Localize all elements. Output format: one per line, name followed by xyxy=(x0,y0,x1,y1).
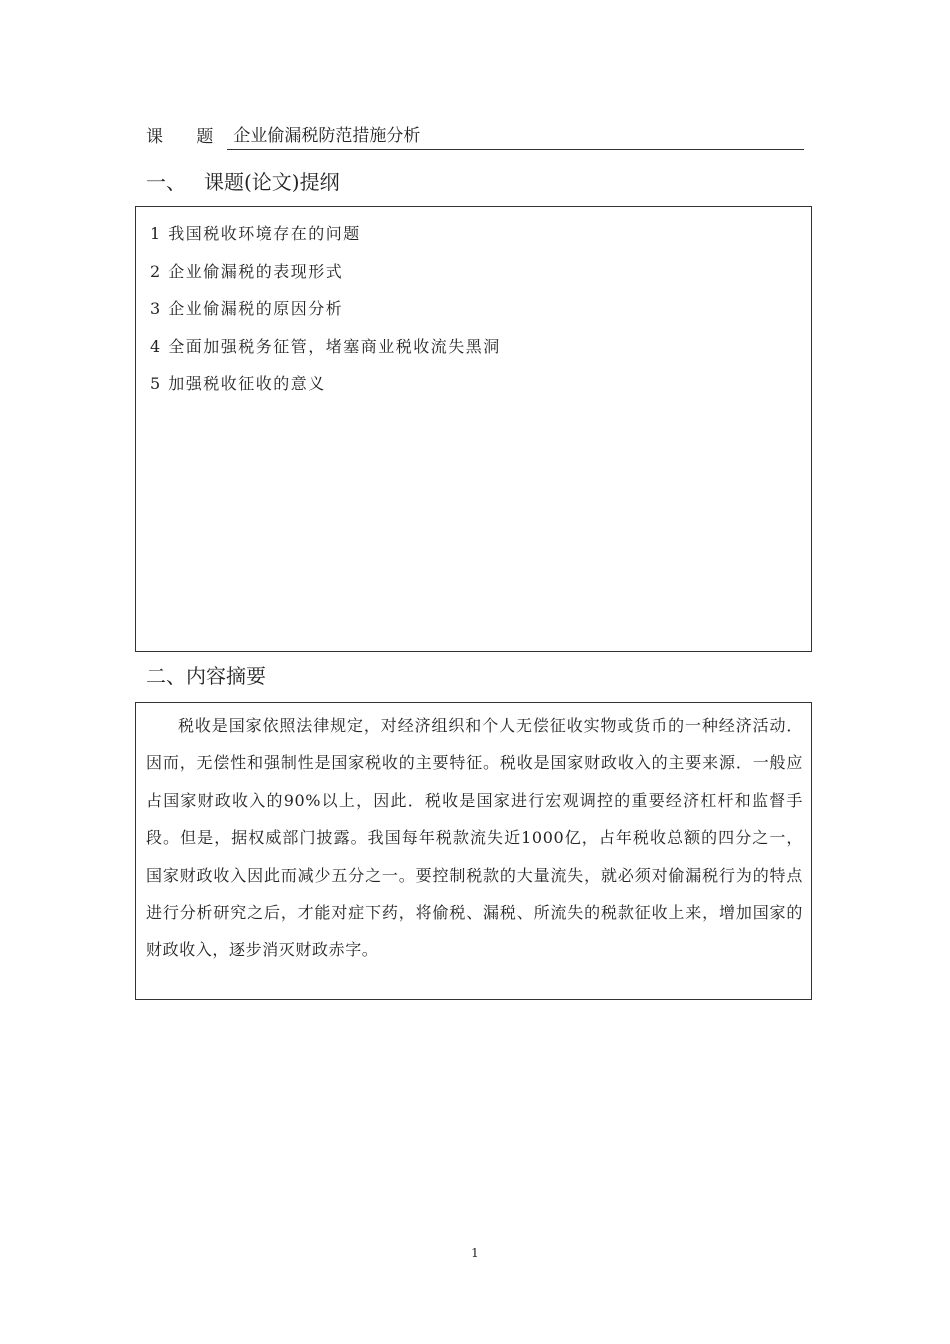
outline-item: 5 加强税收征收的意义 xyxy=(150,374,326,393)
outline-item: 1 我国税收环境存在的问题 xyxy=(150,224,361,243)
page-number: 1 xyxy=(471,1246,479,1260)
outline-item: 4 全面加强税务征管，堵塞商业税收流失黑洞 xyxy=(150,336,501,356)
summary-heading: 二、内容摘要 xyxy=(146,664,266,688)
topic-value: 企业偷漏税防范措施分析 xyxy=(227,123,804,150)
summary-text: 税收是国家依照法律规定，对经济组织和个人无偿征收实物或货币的一种经济活动．因而，无偿性和强制性是国家税收的主要特征。税收是国家财政收入的主要来源．一般应占国家财政收入的90%以上，因此．税收是国家进行宏观调控的重要经济杠杆和监督手段。但是，据权威部门披露。我国每年税款流失近1000亿，占年税收总额的四分之一，国家财政收入因此而减少五分之一。要控制税款的大量流失，就必须对偷漏税行为的特点进行分析研究之后，才能对症下药，将偷税、漏税、所流失的税款征收上来，增加国家的财政收入，逐步消灭财政赤字。 xyxy=(146,716,803,960)
outline-heading xyxy=(146,168,340,196)
outline-heading-title: 课题(论文)提纲 xyxy=(204,170,340,194)
outline-item: 3 企业偷漏税的原因分析 xyxy=(150,299,344,318)
topic-label: 课 题 xyxy=(146,127,228,147)
outline-item: 2 企业偷漏税的表现形式 xyxy=(150,261,344,281)
outline-list xyxy=(136,207,811,403)
outline-box xyxy=(135,206,812,652)
topic-line xyxy=(146,124,804,150)
summary-box xyxy=(135,702,812,1000)
outline-heading-number: 一、 xyxy=(146,170,186,194)
